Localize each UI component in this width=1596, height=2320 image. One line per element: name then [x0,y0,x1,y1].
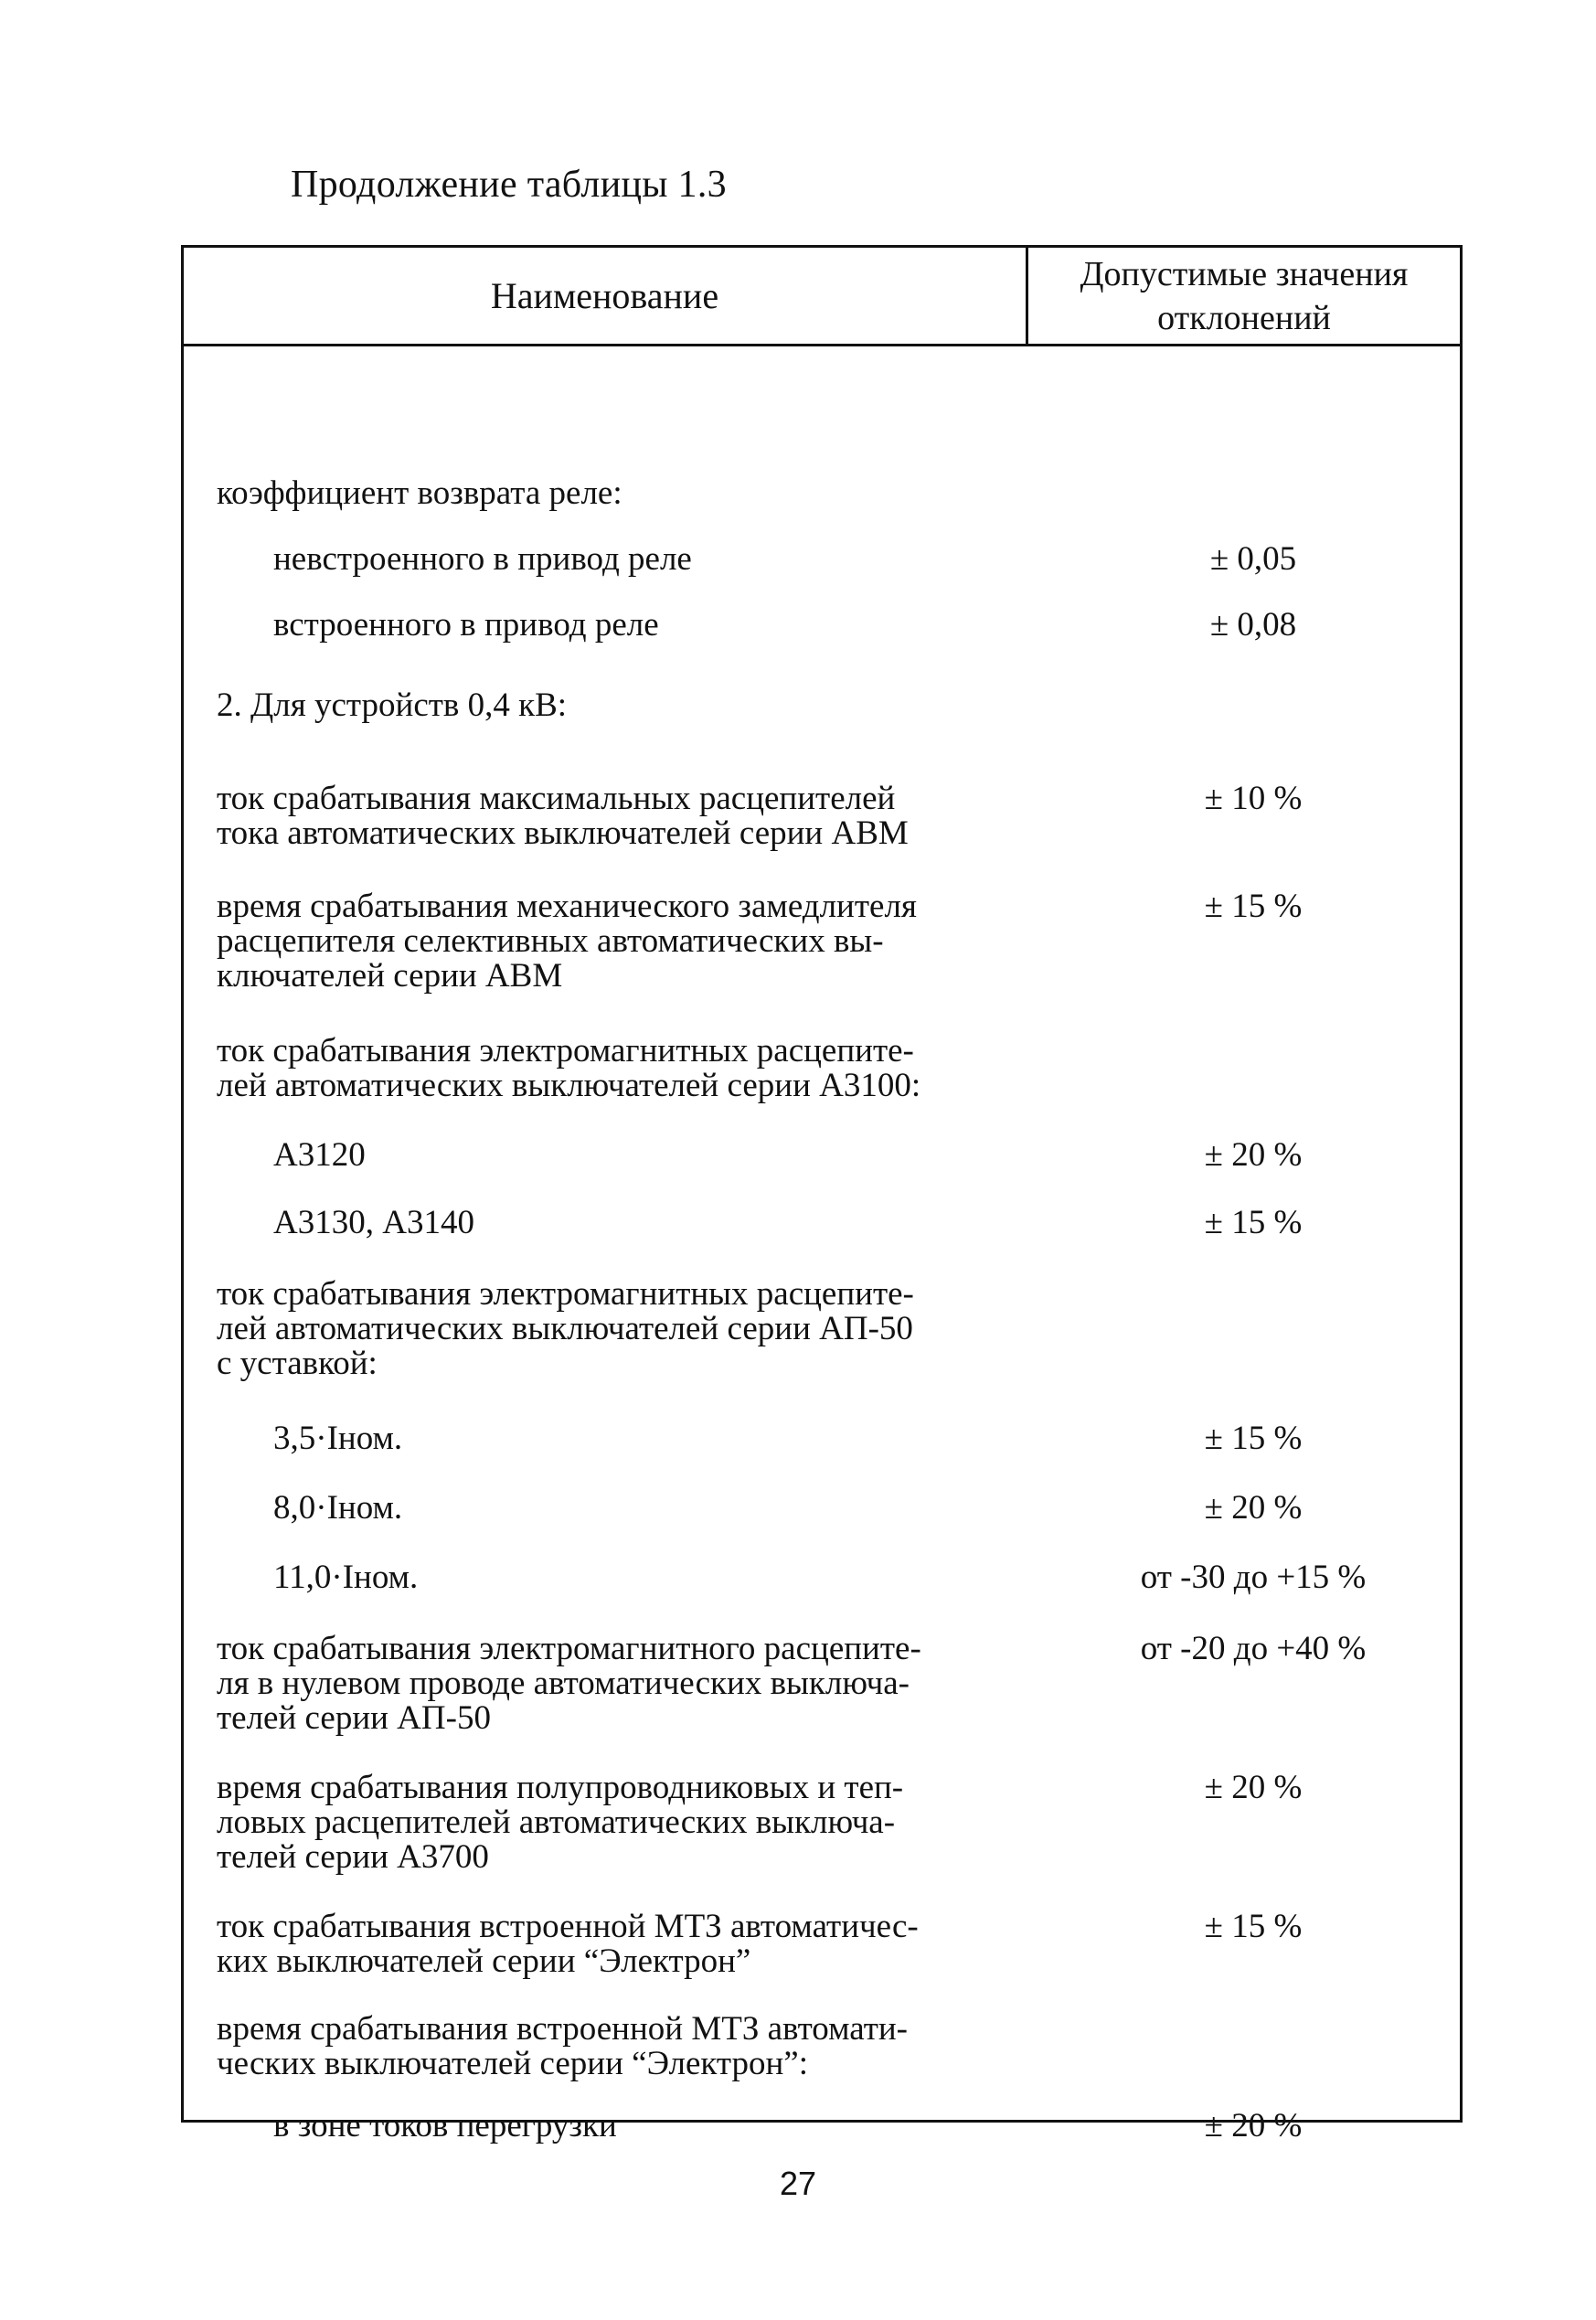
row-value: ± 20 % [1204,1769,1303,1806]
row-name: А3130, А3140 [273,1204,474,1241]
row-name: ток срабатывания электромагнитных расцепите- лей автоматических выключателей серии АП-50 с уставкой: [217,1275,914,1382]
row-name: 11,0·Iном. [273,1559,419,1596]
row-name: 3,5·Iном. [273,1420,403,1457]
header-value-label-line2: отклонений [1157,298,1331,337]
row-name: ток срабатывания электромагнитных расцепите- лей автоматических выключателей серии А3100: [217,1032,921,1104]
row-name: время срабатывания встроенной МТЗ автомати- ческих выключателей серии “Электрон”: [217,2010,908,2082]
row-value: от -30 до +15 % [1140,1559,1367,1596]
row-name: 2. Для устройств 0,4 кВ: [217,686,568,724]
row-name: время срабатывания полупроводниковых и теп- ловых расцепителей автоматических выключа- телей серии А3700 [217,1769,904,1876]
row-value: ± 20 % [1204,2107,1303,2144]
row-name: ток срабатывания максимальных расцепителей тока автоматических выключателей серии АВМ [217,780,909,852]
row-name: 8,0·Iном. [273,1489,403,1527]
row-name: А3120 [273,1136,366,1174]
header-value-cell [1028,248,1460,344]
row-name: коэффициент возврата реле: [217,474,622,512]
row-name: невстроенного в привод реле [273,540,692,578]
header-name-label: Наименование [490,275,719,316]
row-name: встроенного в привод реле [273,606,659,644]
row-value: ± 0,08 [1209,606,1297,644]
row-value: ± 15 % [1204,1204,1303,1241]
row-name: в зоне токов перегрузки [273,2107,617,2144]
deviations-table [181,245,1463,2144]
row-value: ± 20 % [1204,1136,1303,1174]
row-value: ± 15 % [1204,888,1303,925]
row-value: от -20 до +40 % [1140,1630,1367,1667]
row-name: ток срабатывания электромагнитного расцепите- ля в нулевом проводе автоматических выключа- телей серии АП-50 [217,1630,921,1737]
header-name-cell [184,248,1028,344]
table-caption: Продолжение таблицы 1.3 [291,164,727,206]
row-value: ± 10 % [1204,780,1303,817]
row-value: ± 15 % [1204,1420,1303,1457]
row-name: время срабатывания механического замедлителя расцепителя селективных автоматических вы- ключателей серии АВМ [217,888,917,995]
row-name: ток срабатывания встроенной МТЗ автоматичес- ких выключателей серии “Электрон” [217,1908,919,1980]
row-value: ± 0,05 [1209,540,1297,578]
header-value-label-line1: Допустимые значения [1080,254,1409,293]
row-value: ± 15 % [1204,1908,1303,1945]
table-header [184,248,1460,346]
row-value: ± 20 % [1204,1489,1303,1527]
page-number: 27 [779,2165,817,2202]
